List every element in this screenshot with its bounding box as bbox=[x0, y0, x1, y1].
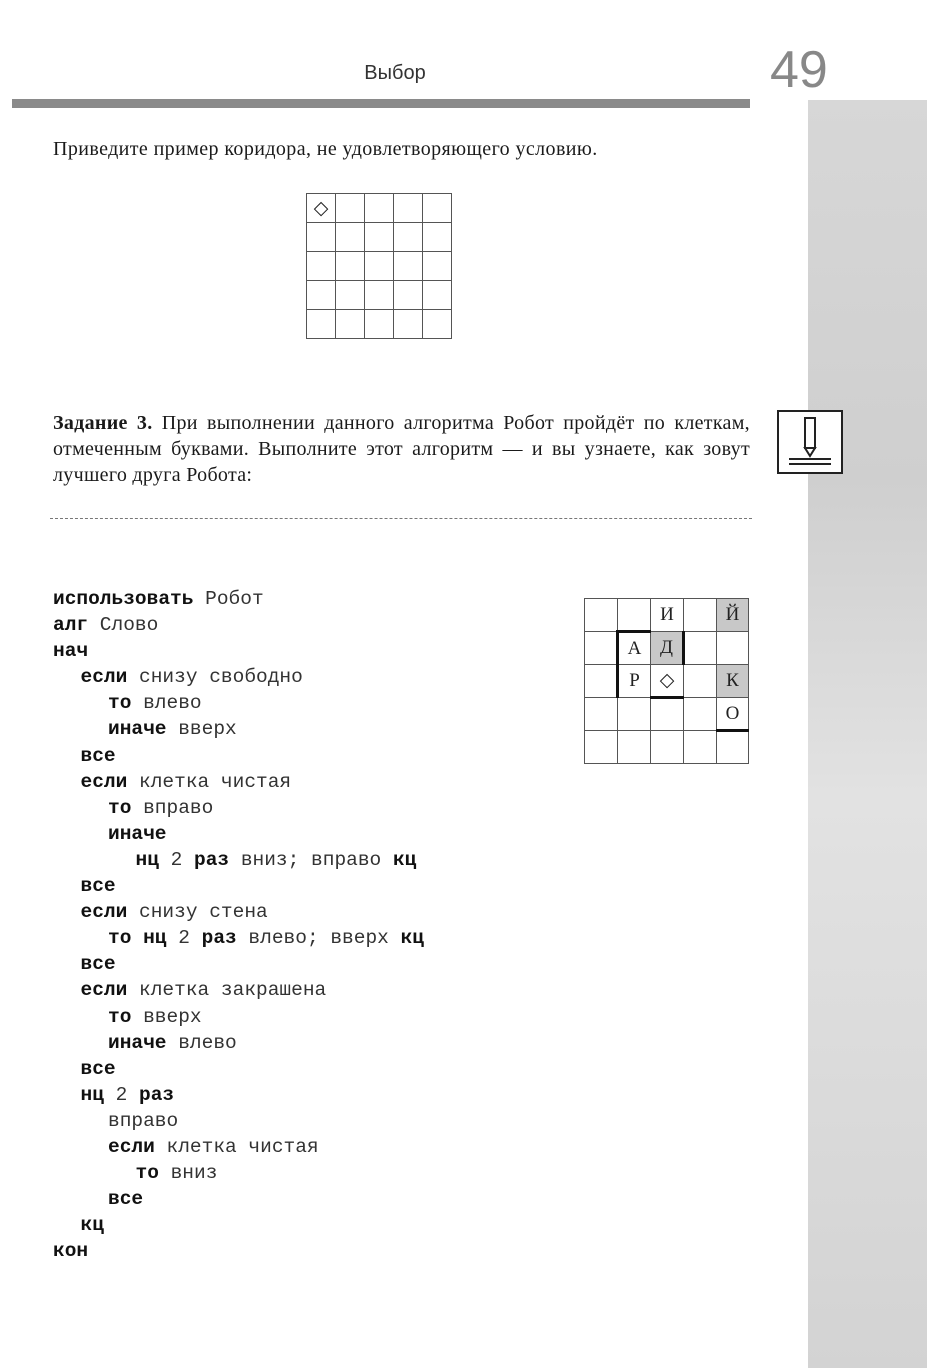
grid-cell: Д bbox=[651, 632, 684, 665]
grid-cell: Р bbox=[618, 665, 651, 698]
grid-cell: И bbox=[651, 599, 684, 632]
grid-cell bbox=[365, 194, 394, 223]
code-text: Слово bbox=[88, 614, 159, 637]
code-line bbox=[53, 664, 424, 690]
grid-cell bbox=[618, 698, 651, 731]
code-text: клетка чистая bbox=[127, 770, 292, 793]
grid-cell bbox=[651, 731, 684, 764]
code-text: 2 bbox=[103, 1083, 140, 1106]
running-header-title: Выбор bbox=[364, 62, 426, 84]
code-line bbox=[53, 612, 424, 638]
pencil-icon bbox=[777, 410, 843, 474]
code-text: Робот bbox=[193, 588, 264, 610]
corridor-prompt: Приведите пример коридора, не удовлетворяющего условию. bbox=[53, 138, 598, 160]
grid-cell: К bbox=[717, 665, 749, 698]
grid-cell bbox=[394, 252, 423, 281]
grid-cell bbox=[651, 698, 684, 731]
code-keyword: все bbox=[80, 744, 116, 767]
grid-cell bbox=[717, 632, 749, 665]
grid-cell bbox=[585, 731, 618, 764]
code-keyword: если bbox=[80, 770, 128, 793]
code-keyword: нц bbox=[80, 1083, 104, 1106]
code-keyword: нц bbox=[143, 927, 167, 950]
code-line bbox=[53, 690, 424, 716]
code-text: вниз bbox=[158, 1162, 218, 1185]
code-keyword: то bbox=[108, 796, 132, 819]
code-text: влево bbox=[166, 1031, 237, 1054]
code-text: клетка чистая bbox=[154, 1135, 319, 1158]
code-keyword: алг bbox=[53, 614, 89, 637]
code-line bbox=[53, 1030, 424, 1056]
code-keyword: кц bbox=[80, 1214, 104, 1237]
grid-cell bbox=[365, 223, 394, 252]
grid-cell bbox=[307, 281, 336, 310]
code-keyword: раз bbox=[194, 848, 230, 871]
code-keyword: раз bbox=[201, 927, 237, 950]
code-keyword: если bbox=[108, 1135, 155, 1158]
grid-cell bbox=[585, 599, 618, 632]
code-keyword: то bbox=[108, 692, 132, 715]
code-line bbox=[53, 925, 424, 951]
code-line bbox=[53, 847, 424, 873]
code-text: вправо bbox=[131, 796, 214, 819]
code-keyword: использовать bbox=[53, 588, 194, 610]
code-line bbox=[53, 769, 424, 795]
grid-cell bbox=[307, 310, 336, 339]
empty-answer-grid bbox=[306, 193, 452, 339]
code-keyword: то bbox=[108, 1005, 132, 1028]
grid-cell bbox=[336, 252, 365, 281]
code-text: влево; вверх bbox=[236, 927, 401, 950]
code-line bbox=[53, 1082, 424, 1108]
grid-cell bbox=[585, 632, 618, 665]
grid-cell bbox=[684, 665, 717, 698]
grid-cell bbox=[307, 223, 336, 252]
code-line bbox=[53, 1056, 424, 1082]
grid-cell bbox=[394, 281, 423, 310]
letter-grid bbox=[584, 598, 749, 764]
grid-cell bbox=[423, 281, 452, 310]
grid-cell: ◇ bbox=[307, 194, 336, 223]
grid-cell bbox=[717, 731, 749, 764]
code-line bbox=[53, 586, 424, 612]
grid-cell bbox=[423, 252, 452, 281]
code-keyword: нач bbox=[53, 640, 89, 663]
code-text: вверх bbox=[131, 1005, 202, 1028]
code-line bbox=[53, 821, 424, 847]
grid-cell bbox=[365, 281, 394, 310]
grid-cell bbox=[585, 665, 618, 698]
page-number: 49 bbox=[770, 41, 828, 99]
grid-cell: А bbox=[618, 632, 651, 665]
code-keyword: если bbox=[80, 666, 128, 689]
code-text: снизу стена bbox=[127, 901, 268, 924]
code-text: 2 bbox=[158, 848, 195, 871]
grid-cell bbox=[684, 632, 717, 665]
code-line bbox=[53, 638, 424, 664]
code-line bbox=[53, 1108, 424, 1134]
code-line bbox=[53, 795, 424, 821]
code-text: влево bbox=[131, 692, 202, 715]
side-margin-band bbox=[808, 100, 927, 1368]
code-keyword: если bbox=[80, 901, 128, 924]
grid-cell bbox=[336, 310, 365, 339]
grid-cell bbox=[365, 252, 394, 281]
grid-cell bbox=[307, 252, 336, 281]
grid-cell: Й bbox=[717, 599, 749, 632]
code-line bbox=[53, 1004, 424, 1030]
grid-cell bbox=[394, 223, 423, 252]
code-line bbox=[53, 1160, 424, 1186]
code-line bbox=[53, 1238, 424, 1264]
grid-cell bbox=[394, 310, 423, 339]
task-label: Задание 3. bbox=[53, 412, 153, 434]
code-keyword: иначе bbox=[108, 1031, 167, 1054]
grid-cell bbox=[423, 223, 452, 252]
grid-cell bbox=[684, 698, 717, 731]
code-keyword: то bbox=[135, 1162, 159, 1185]
grid-cell bbox=[684, 731, 717, 764]
code-line bbox=[53, 1134, 424, 1160]
code-line bbox=[53, 873, 424, 899]
code-text: снизу свободно bbox=[127, 666, 303, 689]
code-text bbox=[131, 927, 143, 949]
grid-cell bbox=[423, 194, 452, 223]
code-line bbox=[53, 1186, 424, 1212]
code-keyword: все bbox=[80, 875, 116, 898]
code-text: вниз; вправо bbox=[229, 848, 393, 871]
code-keyword: кц bbox=[392, 848, 417, 871]
grid-cell: ◇ bbox=[651, 665, 684, 698]
code-keyword: все bbox=[108, 1188, 144, 1211]
algorithm-code bbox=[53, 586, 424, 1264]
grid-cell bbox=[585, 698, 618, 731]
code-line bbox=[53, 743, 424, 769]
code-line bbox=[53, 1212, 424, 1238]
grid-cell bbox=[336, 194, 365, 223]
header-rule bbox=[12, 99, 750, 108]
grid-cell bbox=[336, 281, 365, 310]
code-keyword: то bbox=[108, 927, 132, 950]
code-keyword: иначе bbox=[108, 718, 167, 741]
code-line bbox=[53, 951, 424, 977]
grid-cell bbox=[336, 223, 365, 252]
code-keyword: нц bbox=[135, 848, 159, 871]
code-text: вправо bbox=[108, 1109, 179, 1132]
code-text: 2 bbox=[166, 927, 202, 950]
grid-cell bbox=[684, 599, 717, 632]
grid-cell bbox=[394, 194, 423, 223]
code-keyword: кц bbox=[400, 927, 424, 950]
code-keyword: иначе bbox=[108, 822, 167, 845]
code-text: вверх bbox=[166, 718, 237, 741]
task-3-text bbox=[53, 410, 750, 488]
code-keyword: все bbox=[80, 1057, 116, 1080]
grid-cell bbox=[618, 731, 651, 764]
code-line bbox=[53, 716, 424, 742]
code-line bbox=[53, 899, 424, 925]
code-text: клетка закрашена bbox=[127, 979, 327, 1002]
grid-cell bbox=[423, 310, 452, 339]
grid-cell bbox=[618, 599, 651, 632]
code-keyword: раз bbox=[139, 1083, 175, 1106]
grid-cell: О bbox=[717, 698, 749, 731]
code-keyword: если bbox=[80, 979, 128, 1002]
code-keyword: все bbox=[80, 953, 116, 976]
answer-line bbox=[50, 518, 752, 519]
grid-cell bbox=[365, 310, 394, 339]
code-keyword: кон bbox=[53, 1240, 89, 1263]
task-body: При выполнении данного алгоритма Робот пройдёт по клеткам, отмеченным буквами. Выполните этот алгоритм — и вы узнаете, как зовут лучшего друга Робота: bbox=[53, 412, 750, 486]
code-line bbox=[53, 977, 424, 1003]
